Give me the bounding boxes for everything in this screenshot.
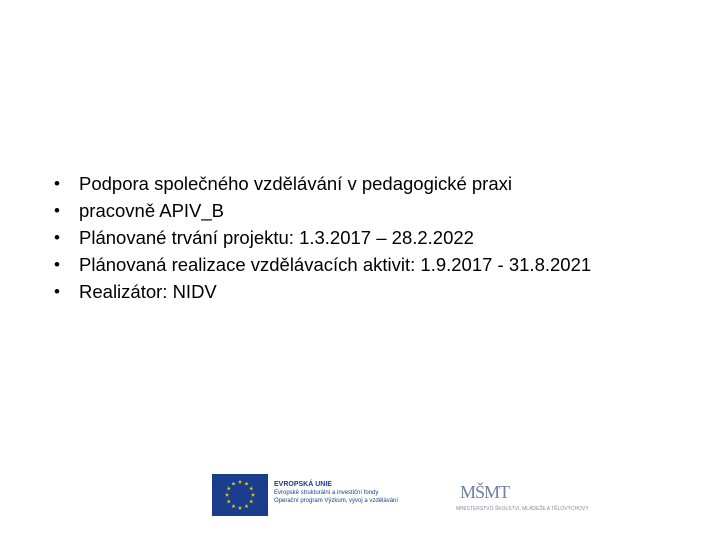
bullet-text: Podpora společného vzdělávání v pedagogické praxi (79, 173, 512, 194)
bullet-text: Plánované trvání projektu: 1.3.2017 – 28.2.2022 (79, 227, 474, 248)
msmt-mark: MŠMT (460, 482, 510, 502)
eu-flag-icon (212, 474, 268, 516)
bullet-item (54, 170, 654, 197)
bullet-item (54, 251, 599, 278)
bullet-dot: • (54, 174, 60, 193)
bullet-item (54, 224, 654, 251)
msmt-logo-subtitle: MINISTERSTVO ŠKOLSTVÍ, MLÁDEŽE A TĚLOVÝCHOVY (456, 506, 589, 512)
bullet-list (54, 170, 654, 305)
bullet-text: Plánovaná realizace vzdělávacích aktivit: 1.9.2017 - 31.8.2021 (79, 254, 592, 275)
bullet-dot: • (54, 201, 60, 220)
bullet-dot: • (54, 282, 60, 301)
eu-logo-line2: Evropské strukturální a investiční fondy (274, 490, 379, 496)
bullet-dot: • (54, 255, 60, 274)
bullet-text: Realizátor: NIDV (79, 281, 217, 302)
bullet-text: pracovně APIV_B (79, 200, 225, 221)
eu-logo-line3: Operační program Výzkum, vývoj a vzdělávání (274, 498, 399, 504)
eu-logo-text (274, 480, 464, 505)
footer-logos (212, 470, 589, 520)
bullet-item (54, 278, 654, 305)
eu-logo-line1: EVROPSKÁ UNIE (274, 481, 332, 488)
bullet-dot: • (54, 228, 60, 247)
bullet-item (54, 197, 654, 224)
